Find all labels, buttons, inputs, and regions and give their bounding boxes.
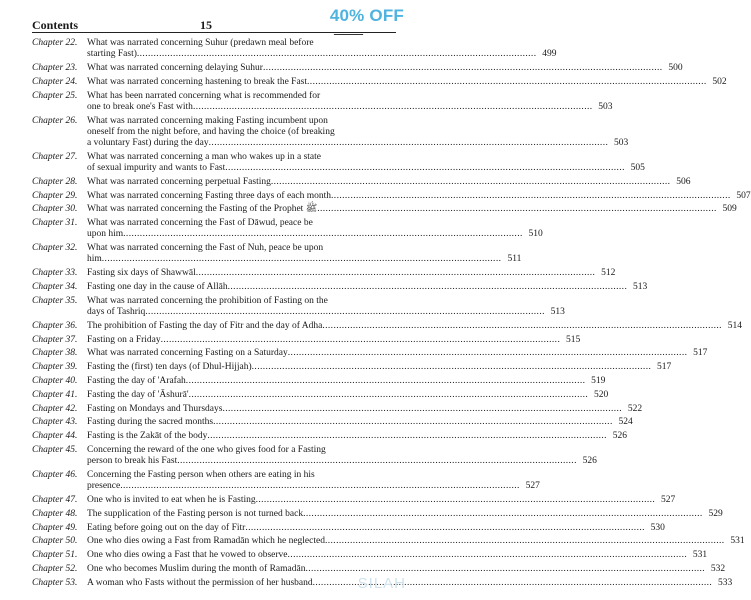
chapter-number: Chapter 53. xyxy=(32,577,78,588)
leader-dots xyxy=(145,307,545,318)
entry-page-number: 510 xyxy=(528,229,543,240)
toc-entry xyxy=(32,218,543,240)
chapter-title xyxy=(87,63,683,74)
page-number: 15 xyxy=(200,18,212,32)
running-head: Contents xyxy=(32,18,79,32)
title-line: days of Tashriq xyxy=(87,306,146,317)
leader-dots xyxy=(120,481,520,492)
title-line: What was narrated concerning perpetual Fasting xyxy=(87,176,271,187)
leader-dots xyxy=(228,282,628,293)
leader-dots xyxy=(189,390,589,401)
entry-page-number: 502 xyxy=(712,76,727,87)
entry-page-number: 520 xyxy=(593,389,609,400)
chapter-number: Chapter 39. xyxy=(32,362,78,373)
leader-dots xyxy=(307,77,707,88)
title-line: Fasting the day of 'Āshurā' xyxy=(87,389,189,400)
chapter-title xyxy=(87,578,732,589)
title-line: one to break one's Fast with xyxy=(87,101,193,112)
chapter-title xyxy=(87,204,737,215)
title-line: The prohibition of Fasting the day of Fitr and the day of Adha xyxy=(87,320,323,331)
chapter-number: Chapter 41. xyxy=(32,389,78,400)
chapter-number: Chapter 27. xyxy=(32,151,78,162)
leader-dots xyxy=(252,362,652,373)
title-line: Fasting one day in the cause of Allāh xyxy=(87,281,228,292)
title-line: person to break his Fast xyxy=(87,456,178,467)
leader-dots xyxy=(207,431,607,442)
chapter-title xyxy=(87,564,725,575)
entry-page-number: 526 xyxy=(582,456,597,467)
chapter-title xyxy=(87,431,627,442)
chapter-number: Chapter 50. xyxy=(32,536,78,547)
entry-page-number: 507 xyxy=(736,190,751,201)
title-line: Eating before going out on the day of Fitr xyxy=(87,522,246,533)
entry-page-number: 500 xyxy=(668,63,683,73)
title-line: What was narrated concerning the Fasting of the Prophet ﷺ xyxy=(87,204,318,215)
chapter-title xyxy=(87,177,690,188)
chapter-number: Chapter 49. xyxy=(32,522,78,533)
toc-entry xyxy=(32,63,683,74)
chapter-title xyxy=(87,268,615,279)
title-line: What was narrated concerning Fasting three days of each month xyxy=(87,190,332,201)
toc-entry xyxy=(32,563,726,575)
toc-entry xyxy=(32,508,723,520)
entry-page-number: 533 xyxy=(717,577,733,588)
entry-page-number: 527 xyxy=(525,481,540,492)
title-line: What was narrated concerning the Fast of Dāwud, peace be xyxy=(87,218,313,229)
header-rule xyxy=(32,32,396,33)
chapter-number: Chapter 32. xyxy=(32,243,78,254)
leader-dots xyxy=(322,321,722,332)
toc-entry xyxy=(32,494,676,506)
toc-entry xyxy=(32,151,645,174)
chapter-title xyxy=(87,282,647,293)
chapter-number: Chapter 43. xyxy=(32,417,78,428)
chapter-title xyxy=(87,362,671,373)
entry-page-number: 524 xyxy=(618,417,633,428)
title-line: upon him xyxy=(87,229,124,240)
title-line: presence xyxy=(87,481,121,492)
toc-entry xyxy=(32,550,708,561)
chapter-number: Chapter 29. xyxy=(32,190,78,201)
leader-dots xyxy=(303,509,703,520)
title-line: starting Fast) xyxy=(87,49,137,60)
title-line: a voluntary Fast) during the day xyxy=(87,138,209,148)
entry-page-number: 530 xyxy=(650,522,665,533)
chapter-number: Chapter 34. xyxy=(32,281,78,292)
leader-dots xyxy=(137,49,537,60)
chapter-title xyxy=(87,296,565,318)
chapter-title xyxy=(87,218,543,240)
toc-entry xyxy=(32,375,606,387)
watermark-logo: SILAH xyxy=(357,575,406,592)
chapter-number: Chapter 22. xyxy=(32,38,78,48)
chapter-title xyxy=(87,404,642,415)
chapter-number: Chapter 24. xyxy=(32,76,78,87)
entry-page-number: 509 xyxy=(722,204,737,215)
entry-page-number: 511 xyxy=(507,254,522,265)
chapter-title xyxy=(87,495,675,506)
chapter-number: Chapter 37. xyxy=(32,334,78,345)
entry-page-number: 519 xyxy=(591,375,606,386)
leader-dots xyxy=(256,495,656,506)
table-of-contents xyxy=(32,38,751,592)
toc-entry xyxy=(32,577,733,589)
chapter-number: Chapter 46. xyxy=(32,469,78,480)
entry-page-number: 499 xyxy=(542,49,557,60)
toc-entry xyxy=(32,115,629,150)
chapter-number: Chapter 26. xyxy=(32,115,78,126)
chapter-number: Chapter 51. xyxy=(32,550,78,561)
title-line: What has been narrated concerning what is recommended for xyxy=(87,90,321,101)
leader-dots xyxy=(123,229,523,240)
title-line: What was narrated concerning hastening to break the Fast xyxy=(87,76,308,87)
chapter-title xyxy=(87,470,540,492)
title-line: Fasting during the sacred months xyxy=(87,417,214,428)
title-line: Fasting on a Friday xyxy=(87,334,161,345)
leader-dots xyxy=(102,254,502,265)
title-line: What was narrated concerning Fasting on a Saturday xyxy=(87,348,288,359)
entry-page-number: 503 xyxy=(614,138,629,148)
chapter-number: Chapter 48. xyxy=(32,508,78,519)
toc-entry xyxy=(32,176,691,188)
chapter-number: Chapter 45. xyxy=(32,444,78,455)
toc-entry xyxy=(32,389,609,401)
toc-entry xyxy=(32,320,742,332)
toc-entry xyxy=(32,334,581,346)
chapter-title xyxy=(87,77,727,88)
chapter-number: Chapter 30. xyxy=(32,204,78,215)
leader-dots xyxy=(288,550,688,561)
entry-page-number: 506 xyxy=(676,176,691,187)
leader-dots xyxy=(177,456,577,467)
title-line: One who dies owing a Fast from Ramadān which he neglected xyxy=(87,536,325,547)
chapter-number: Chapter 28. xyxy=(32,176,78,187)
leader-dots xyxy=(222,404,622,415)
chapter-title xyxy=(87,550,707,561)
leader-dots xyxy=(225,163,625,174)
entry-page-number: 531 xyxy=(730,536,745,547)
discount-badge: 40% OFF xyxy=(329,6,404,25)
chapter-title xyxy=(87,38,556,60)
toc-entry xyxy=(32,38,557,60)
chapter-title xyxy=(87,321,742,332)
chapter-number: Chapter 35. xyxy=(32,295,78,306)
chapter-title xyxy=(87,116,628,150)
title-line: One who is invited to eat when he is Fasting xyxy=(87,494,256,505)
leader-dots xyxy=(271,177,671,188)
toc-entry xyxy=(32,90,613,113)
chapter-title xyxy=(87,536,745,547)
leader-dots xyxy=(325,536,725,547)
chapter-number: Chapter 33. xyxy=(32,268,78,279)
entry-page-number: 526 xyxy=(612,431,627,442)
title-line: Fasting is the Zakāt of the body xyxy=(87,431,208,442)
chapter-title xyxy=(87,523,665,534)
entry-page-number: 532 xyxy=(710,563,726,574)
chapter-title xyxy=(87,243,521,265)
leader-dots xyxy=(317,204,717,215)
leader-dots xyxy=(305,564,705,575)
toc-entry xyxy=(32,362,672,373)
title-line: Fasting on Mondays and Thursdays xyxy=(87,403,223,414)
chapter-title xyxy=(87,509,723,520)
title-line: A woman who Fasts without the permission of her husband xyxy=(87,577,313,588)
chapter-number: Chapter 44. xyxy=(32,431,78,442)
entry-page-number: 522 xyxy=(627,403,643,414)
chapter-number: Chapter 38. xyxy=(32,348,78,359)
title-line: What was narrated concerning the Fast of Nuh, peace be upon xyxy=(87,243,324,254)
entry-page-number: 515 xyxy=(565,334,581,345)
chapter-number: Chapter 47. xyxy=(32,494,78,505)
title-line: Fasting the (first) ten days (of Dhul-Hijjah) xyxy=(87,362,252,373)
entry-page-number: 517 xyxy=(693,348,708,359)
title-line: What was narrated concerning a man who wakes up in a state xyxy=(87,151,321,162)
title-line: One who dies owing a Fast that he vowed to observe xyxy=(87,550,288,561)
leader-dots xyxy=(193,102,593,113)
toc-entry xyxy=(32,522,665,534)
title-line: Fasting the day of 'Arafah xyxy=(87,375,186,386)
title-line: Concerning the reward of the one who gives food for a Fasting xyxy=(87,444,326,455)
entry-page-number: 527 xyxy=(660,494,676,505)
entry-page-number: 531 xyxy=(692,550,708,561)
toc-entry xyxy=(32,444,597,467)
title-line: What was narrated concerning the prohibition of Fasting on the xyxy=(87,295,328,306)
chapter-number: Chapter 23. xyxy=(32,63,78,73)
chapter-number: Chapter 40. xyxy=(32,375,78,386)
chapter-number: Chapter 52. xyxy=(32,563,78,574)
entry-page-number: 513 xyxy=(632,281,648,292)
chapter-title xyxy=(87,335,580,346)
leader-dots xyxy=(213,417,613,428)
entry-page-number: 503 xyxy=(598,101,613,112)
toc-entry xyxy=(32,417,633,428)
title-line: oneself from the night before, and having the choice (of breaking xyxy=(87,126,335,137)
title-line: Concerning the Fasting person when others are eating in his xyxy=(87,469,315,480)
title-line: Fasting six days of Shawwāl xyxy=(87,268,196,279)
leader-dots xyxy=(331,191,731,202)
entry-page-number: 505 xyxy=(630,163,645,173)
leader-dots xyxy=(209,138,609,149)
toc-entry xyxy=(32,76,727,88)
toc-entry xyxy=(32,348,708,359)
entry-page-number: 517 xyxy=(657,362,672,373)
chapter-number: Chapter 25. xyxy=(32,90,78,101)
leader-dots xyxy=(288,348,688,359)
title-line: What was narrated concerning making Fasting incumbent upon xyxy=(87,115,328,126)
chapter-number: Chapter 36. xyxy=(32,320,78,331)
title-line: What was narrated concerning delaying Suhur xyxy=(87,63,263,73)
entry-page-number: 512 xyxy=(601,268,616,279)
chapter-title xyxy=(87,417,633,428)
title-line: The supplication of the Fasting person is not turned back xyxy=(87,508,304,519)
chapter-title xyxy=(87,91,613,113)
toc-entry xyxy=(32,403,643,415)
leader-dots xyxy=(186,376,586,387)
leader-dots xyxy=(196,268,596,279)
chapter-title xyxy=(87,376,605,387)
entry-page-number: 514 xyxy=(727,320,742,331)
leader-dots xyxy=(263,63,663,74)
toc-entry xyxy=(32,469,540,492)
toc-entry xyxy=(32,536,745,547)
arabic-ornament: ـــــــــ xyxy=(334,26,364,38)
title-line: him xyxy=(87,254,102,265)
chapter-title xyxy=(87,390,608,401)
toc-entry xyxy=(32,204,737,215)
title-line: One who becomes Muslim during the month of Ramadān xyxy=(87,563,306,574)
chapter-title xyxy=(87,191,751,202)
leader-dots xyxy=(161,335,561,346)
entry-page-number: 529 xyxy=(708,508,723,519)
title-line: of sexual impurity and wants to Fast xyxy=(87,163,226,173)
toc-entry xyxy=(32,295,565,318)
chapter-title xyxy=(87,445,597,467)
title-line: What was narrated concerning Suhur (predawn meal before xyxy=(87,38,314,48)
entry-page-number: 513 xyxy=(550,306,565,317)
toc-entry xyxy=(32,281,648,293)
chapter-number: Chapter 42. xyxy=(32,403,78,414)
chapter-number: Chapter 31. xyxy=(32,218,78,229)
toc-entry xyxy=(32,190,751,202)
chapter-title xyxy=(87,152,645,174)
toc-entry xyxy=(32,268,616,279)
toc-entry xyxy=(32,431,627,442)
chapter-title xyxy=(87,348,707,359)
toc-entry xyxy=(32,243,522,265)
leader-dots xyxy=(245,523,645,534)
